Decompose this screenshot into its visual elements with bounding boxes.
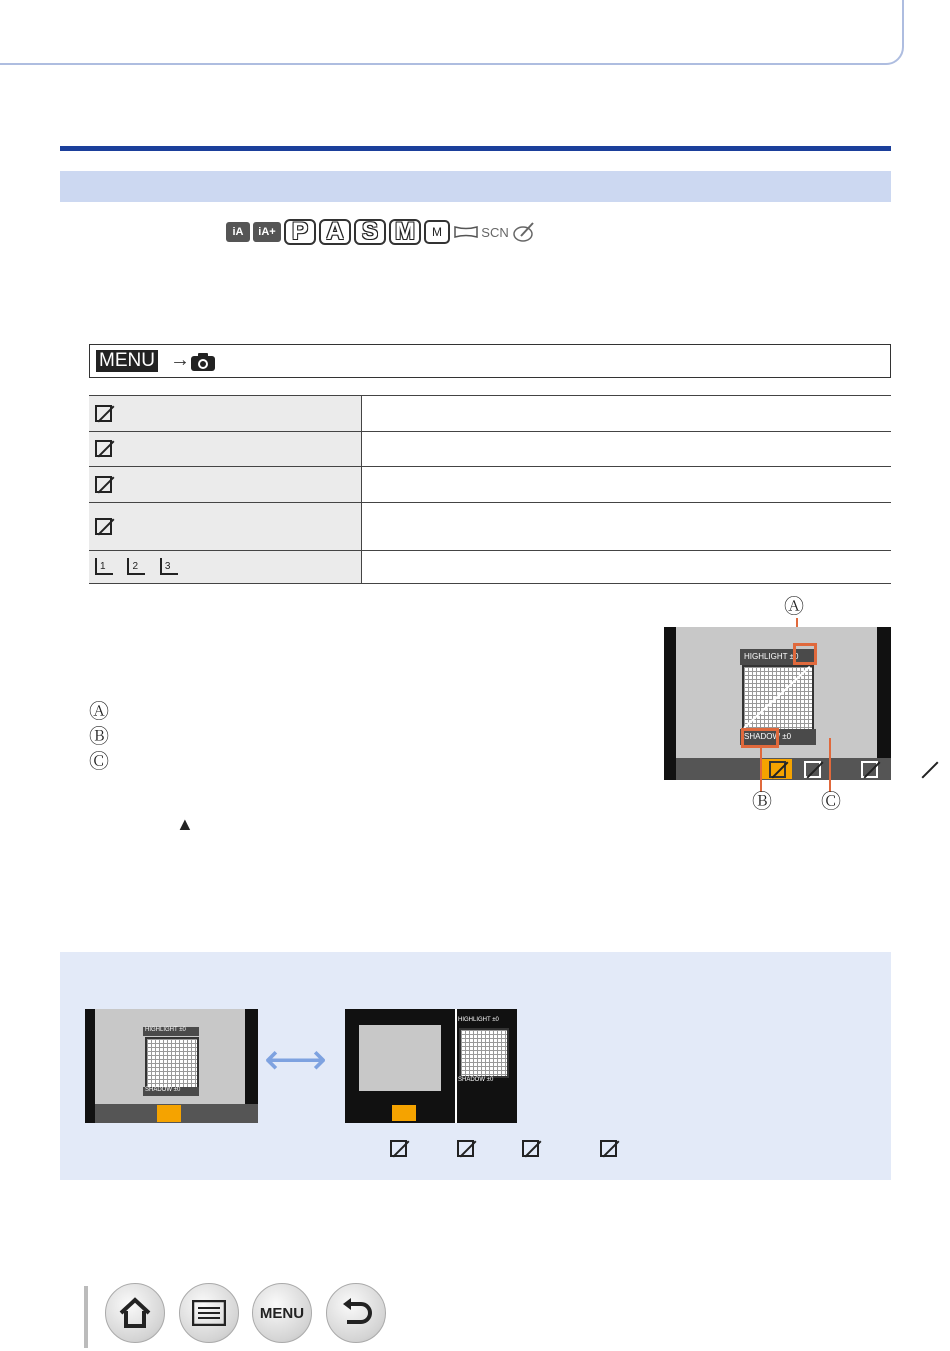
tip-style-strip: [95, 1104, 258, 1123]
tip-selected-style: [157, 1105, 181, 1122]
home-button[interactable]: [105, 1283, 165, 1343]
tip-split-divider: [455, 1009, 457, 1123]
strip-tone-icon: [861, 761, 878, 778]
up-arrow-marker: ▲: [176, 814, 194, 834]
mode-a-icon: A: [319, 219, 351, 245]
style-selection-strip: [676, 758, 891, 780]
setting-cell: [89, 467, 362, 503]
page-header-frame: [0, 0, 904, 65]
callout-b-line: [760, 748, 762, 792]
description-cell: [362, 467, 892, 503]
description-cell: [362, 551, 892, 584]
tone-curve-grid: [742, 665, 814, 733]
strip-tone-icon: [919, 761, 936, 778]
nav-divider: [84, 1286, 88, 1348]
description-cell: [362, 503, 892, 551]
table-row: [89, 467, 891, 503]
callout-a-box: [793, 643, 817, 665]
list-icon: [192, 1300, 226, 1326]
menu-arrow: →: [170, 349, 190, 371]
tone-low-contrast-icon: [95, 476, 112, 493]
tip-split-highlight: HIGHLIGHT ±0: [458, 1017, 499, 1023]
custom-2-icon: 2: [127, 558, 145, 575]
creative-video-icon: M: [424, 220, 450, 244]
menu-path-bar: [89, 344, 891, 378]
menu-label: MENU: [96, 350, 158, 372]
tip-shadow-label: SHADOW ±0: [143, 1087, 199, 1096]
home-icon: [118, 1297, 152, 1329]
mode-m-icon: M: [389, 219, 421, 245]
inline-tone-icon: [457, 1140, 474, 1157]
tip-screen-standard: [85, 1009, 258, 1123]
photo-style-settings-table: [89, 395, 891, 584]
scene-guide-icon: SCN: [481, 224, 509, 240]
camera-icon: [190, 352, 216, 372]
setting-cell: [89, 503, 362, 551]
description-cell: [362, 432, 892, 467]
menu-button-label: MENU: [259, 1304, 305, 1322]
callout-a-label: Ⓐ: [89, 701, 109, 723]
tip-split-preview: [359, 1025, 441, 1091]
panorama-icon: [453, 221, 479, 243]
intelligent-auto-icon: iA: [226, 222, 250, 242]
tip-split-selected: [392, 1105, 416, 1121]
tip-highlight-label: HIGHLIGHT ±0: [143, 1027, 199, 1036]
section-title-rule: [60, 146, 891, 151]
back-arrow-icon: [339, 1298, 373, 1328]
camera-screen: [664, 627, 891, 780]
custom-3-icon: 3: [160, 558, 178, 575]
selected-tone-icon: [769, 761, 786, 778]
inline-tone-icon: [600, 1140, 617, 1157]
inline-tone-icon: [522, 1140, 539, 1157]
back-button[interactable]: [326, 1283, 386, 1343]
screen-callout-c: Ⓒ: [821, 791, 841, 813]
callout-c-label: Ⓒ: [89, 751, 109, 773]
mode-s-icon: S: [354, 219, 386, 245]
highlight-label: HIGHLIGHT ±0: [740, 649, 816, 665]
table-row: [89, 396, 891, 432]
mode-p-icon: P: [284, 219, 316, 245]
setting-cell: [89, 551, 362, 584]
setting-cell: [89, 396, 362, 432]
table-row: [89, 432, 891, 467]
callout-b-box: [741, 728, 779, 748]
tone-soft-icon: [95, 518, 112, 535]
shadow-label: SHADOW ±0: [740, 729, 816, 745]
table-row: [89, 503, 891, 551]
tone-standard-icon: [95, 405, 112, 422]
selected-style-cell: [762, 759, 792, 779]
description-cell: [362, 396, 892, 432]
table-row: [89, 551, 891, 584]
tip-screen-split: [345, 1009, 517, 1123]
subsection-bar: [60, 171, 891, 202]
inline-tone-icon: [390, 1140, 407, 1157]
recording-mode-icons: [226, 218, 537, 246]
intelligent-auto-plus-icon: iA+: [253, 222, 281, 242]
swap-arrow-icon: ⟷: [264, 1035, 328, 1084]
setting-cell: [89, 432, 362, 467]
contents-button[interactable]: [179, 1283, 239, 1343]
callout-b-label: Ⓑ: [89, 726, 109, 748]
tip-split-shadow: SHADOW ±0: [458, 1077, 494, 1083]
creative-control-icon: [511, 221, 537, 243]
tip-split-grid: [459, 1028, 509, 1078]
screen-callout-a: Ⓐ: [784, 596, 804, 618]
screen-callout-b: Ⓑ: [752, 791, 772, 813]
tip-box: [60, 952, 891, 1180]
tip-tone-grid: [145, 1037, 199, 1089]
callout-c-line: [829, 738, 831, 792]
custom-1-icon: 1: [95, 558, 113, 575]
menu-list-button[interactable]: [252, 1283, 312, 1343]
tone-high-contrast-icon: [95, 440, 112, 457]
strip-tone-icon: [804, 761, 821, 778]
